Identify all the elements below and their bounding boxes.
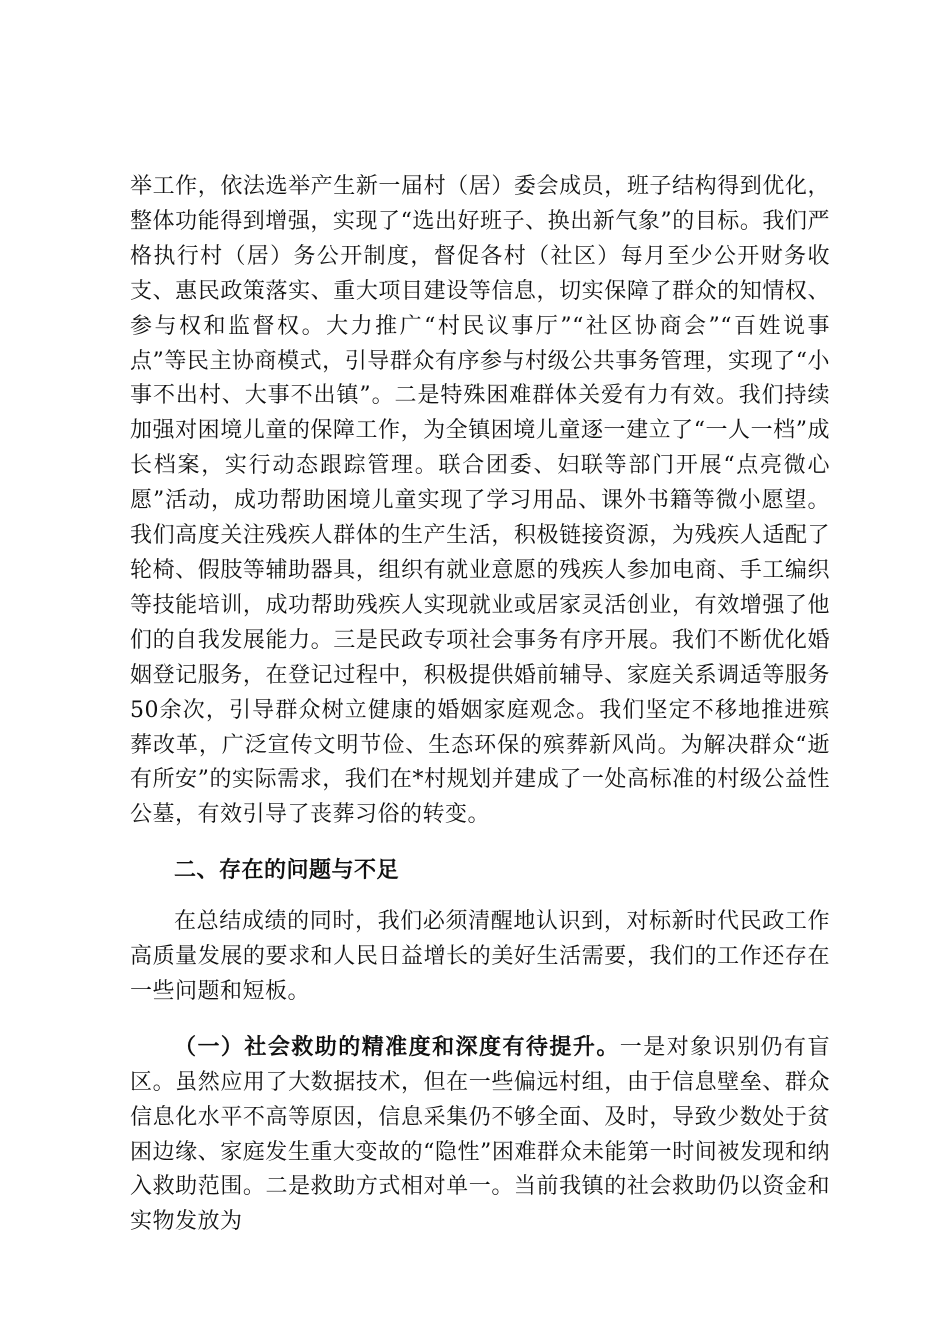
body-paragraph-item-1 bbox=[130, 1031, 830, 1240]
body-paragraph-continued: 举工作，依法选举产生新一届村（居）委会成员，班子结构得到优化，整体功能得到增强，实现了“选出好班子、换出新气象”的目标。我们严格执行村（居）务公开制度，督促各村（社区）每月至少公开财务收支、惠民政策落实、重大项目建设等信息，切实保障了群众的知情权、参与权和监督权。大力推广“村民议事厅”“社区协商会”“百姓说事点”等民主协商模式，引导群众有序参与村级公共事务管理，实现了“小事不出村、大事不出镇”。二是特殊困难群体关爱有力有效。我们持续加强对困境儿童的保障工作，为全镇困境儿童逐一建立了“一人一档”成长档案，实行动态跟踪管理。联合团委、妇联等部门开展“点亮微心愿”活动，成功帮助困境儿童实现了学习用品、课外书籍等微小愿望。我们高度关注残疾人群体的生产生活，积极链接资源，为残疾人适配了轮椅、假肢等辅助器具，组织有就业意愿的残疾人参加电商、手工编织等技能培训，成功帮助残疾人实现就业或居家灵活创业，有效增强了他们的自我发展能力。三是民政专项社会事务有序开展。我们不断优化婚姻登记服务，在登记过程中，积极提供婚前辅导、家庭关系调适等服务50余次，引导群众树立健康的婚姻家庭观念。我们坚定不移地推进殡葬改革，广泛宣传文明节俭、生态环保的殡葬新风尚。为解决群众“逝有所安”的实际需求，我们在*村规划并建成了一处高标准的村级公益性公墓，有效引导了丧葬习俗的转变。 bbox=[130, 174, 830, 828]
section-heading: 二、存在的问题与不足 bbox=[174, 858, 400, 884]
body-paragraph-intro: 在总结成绩的同时，我们必须清醒地认识到，对标新时代民政工作高质量发展的要求和人民日益增长的美好生活需要，我们的工作还存在一些问题和短板。 bbox=[130, 909, 830, 1004]
item-1-body-text: 一是对象识别仍有盲区。虽然应用了大数据技术，但在一些偏远村组，由于信息壁垒、群众信息化水平不高等原因，信息采集仍不够全面、及时，导致少数处于贫困边缘、家庭发生重大变故的“隐性”困难群众未能第一时间被发现和纳入救助范围。二是救助方式相对单一。当前我镇的社会救助仍以资金和实物发放为 bbox=[130, 1034, 830, 1235]
document-page bbox=[130, 170, 830, 1240]
item-1-lead-sentence: （一）社会救助的精准度和深度有待提升。 bbox=[174, 1034, 620, 1060]
